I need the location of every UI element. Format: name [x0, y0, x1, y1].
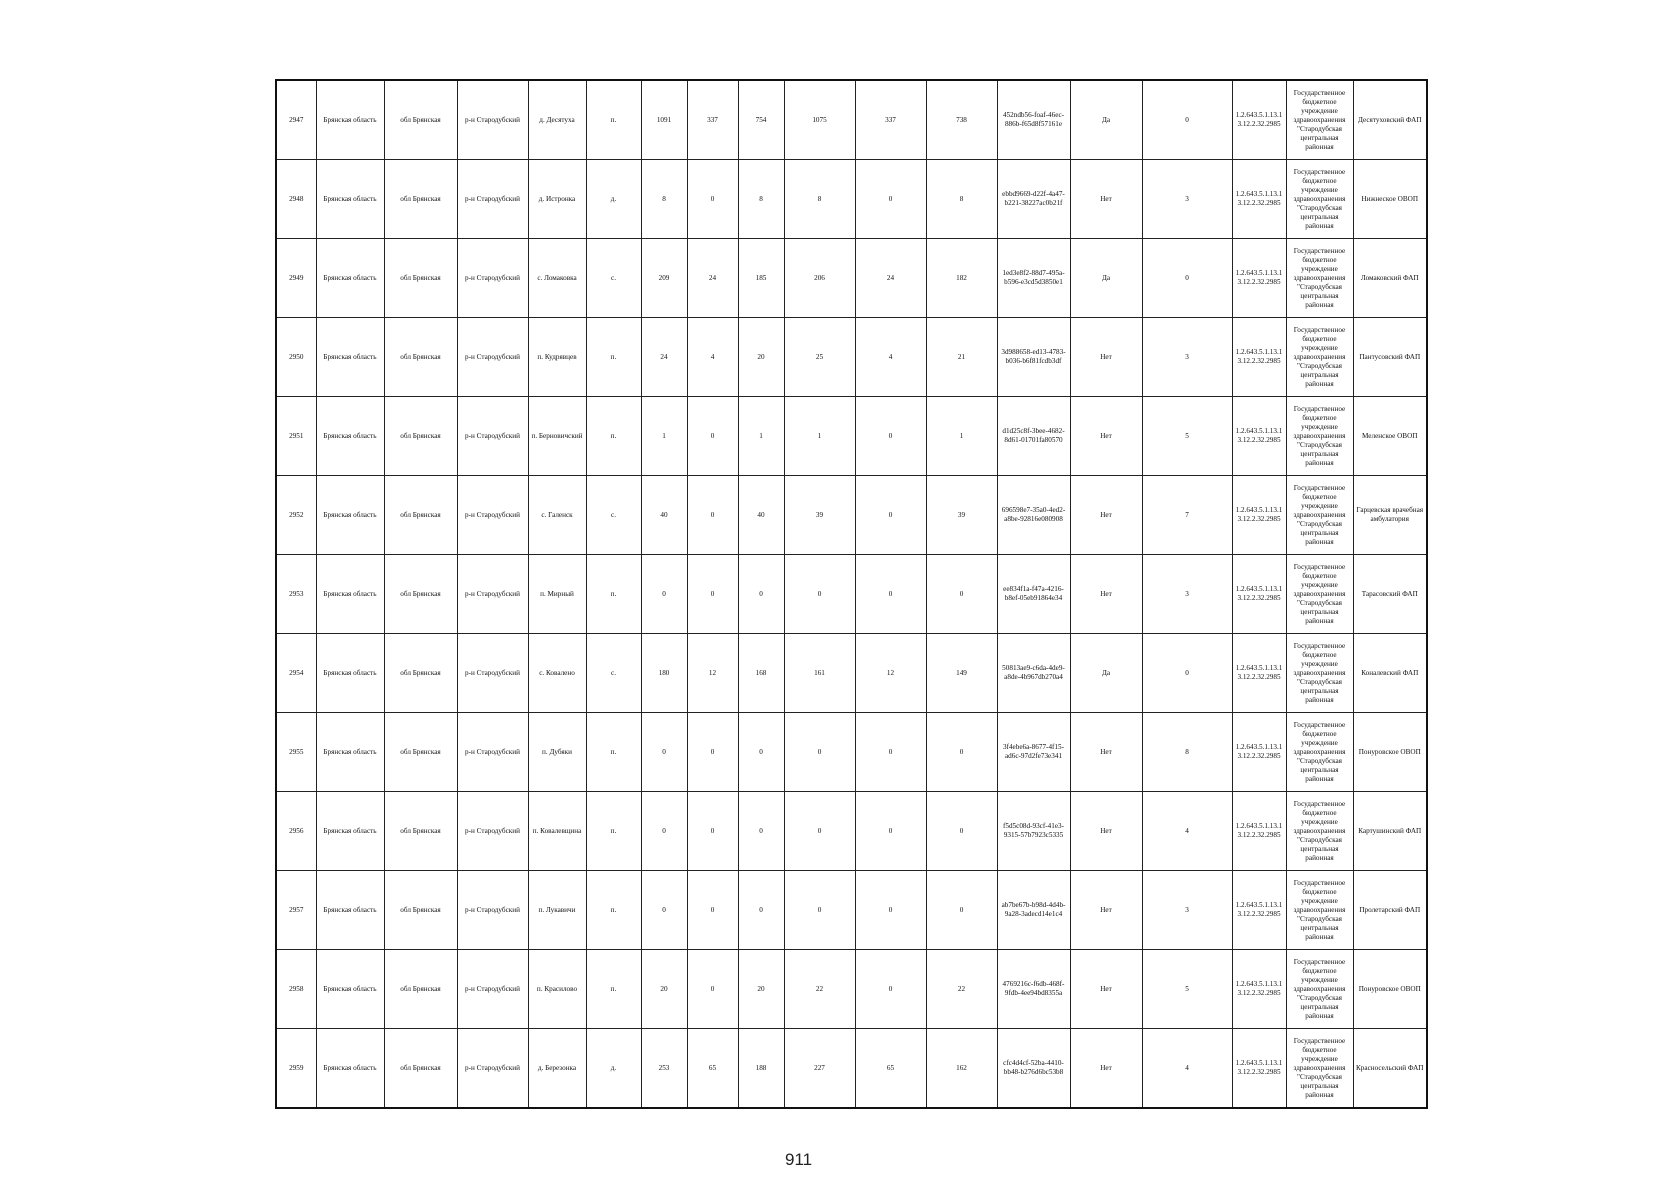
value-4-cell: 227: [784, 1029, 855, 1109]
value-5-cell: 0: [855, 950, 926, 1029]
value-5-cell: 0: [855, 792, 926, 871]
facility-cell: Гарцевская врачебная амбулатория: [1353, 476, 1427, 555]
value-2-cell: 337: [687, 80, 738, 160]
oid-cell: 1.2.643.5.1.13.13.12.2.32.2985: [1232, 397, 1286, 476]
region-cell: Брянская область: [316, 634, 384, 713]
value-1-cell: 253: [641, 1029, 687, 1109]
settlement-cell: д. Десятуха: [528, 80, 586, 160]
row-number-cell: 2954: [276, 634, 316, 713]
row-number-cell: 2953: [276, 555, 316, 634]
value-3-cell: 20: [738, 318, 784, 397]
settlement-cell: д. Истронка: [528, 160, 586, 239]
settlement-type-cell: с.: [586, 239, 641, 318]
settlement-cell: п. Мирный: [528, 555, 586, 634]
value-1-cell: 0: [641, 713, 687, 792]
value-6-cell: 8: [926, 160, 997, 239]
value-4-cell: 22: [784, 950, 855, 1029]
value-4-cell: 1075: [784, 80, 855, 160]
flag-cell: Нет: [1070, 555, 1142, 634]
fias-guid-cell: 3f4ebe6a-8677-4f15-ad6c-97d2fe73e341: [997, 713, 1070, 792]
settlement-type-cell: п.: [586, 397, 641, 476]
value-1-cell: 0: [641, 555, 687, 634]
page-number: 911: [785, 1150, 813, 1169]
row-number-cell: 2951: [276, 397, 316, 476]
facility-cell: Десятуховский ФАП: [1353, 80, 1427, 160]
organization-cell: Государственное бюджетное учреждение здравоохранения "Стародубская центральная районная: [1286, 80, 1353, 160]
flag-cell: Нет: [1070, 476, 1142, 555]
value-1-cell: 20: [641, 950, 687, 1029]
organization-cell: Государственное бюджетное учреждение здравоохранения "Стародубская центральная районная: [1286, 792, 1353, 871]
district-cell: р-н Стародубский: [457, 950, 528, 1029]
value-3-cell: 188: [738, 1029, 784, 1109]
value-2-cell: 0: [687, 950, 738, 1029]
count-cell: 0: [1142, 80, 1232, 160]
region-cell: Брянская область: [316, 160, 384, 239]
district-cell: р-н Стародубский: [457, 1029, 528, 1109]
value-5-cell: 0: [855, 160, 926, 239]
table-row: [276, 1029, 1427, 1109]
table-row: [276, 555, 1427, 634]
settlement-cell: с. Ломаковка: [528, 239, 586, 318]
value-6-cell: 1: [926, 397, 997, 476]
oid-cell: 1.2.643.5.1.13.13.12.2.32.2985: [1232, 713, 1286, 792]
value-3-cell: 1: [738, 397, 784, 476]
flag-cell: Нет: [1070, 950, 1142, 1029]
district-cell: р-н Стародубский: [457, 792, 528, 871]
table-row: [276, 792, 1427, 871]
oid-cell: 1.2.643.5.1.13.13.12.2.32.2985: [1232, 318, 1286, 397]
oblast-cell: обл Брянская: [384, 1029, 457, 1109]
value-4-cell: 1: [784, 397, 855, 476]
oid-cell: 1.2.643.5.1.13.13.12.2.32.2985: [1232, 1029, 1286, 1109]
table-row: [276, 871, 1427, 950]
oid-cell: 1.2.643.5.1.13.13.12.2.32.2985: [1232, 792, 1286, 871]
oblast-cell: обл Брянская: [384, 160, 457, 239]
table-row: [276, 318, 1427, 397]
district-cell: р-н Стародубский: [457, 318, 528, 397]
value-2-cell: 12: [687, 634, 738, 713]
settlement-type-cell: с.: [586, 476, 641, 555]
table-row: [276, 239, 1427, 318]
organization-cell: Государственное бюджетное учреждение здравоохранения "Стародубская центральная районная: [1286, 397, 1353, 476]
value-3-cell: 20: [738, 950, 784, 1029]
count-cell: 7: [1142, 476, 1232, 555]
oid-cell: 1.2.643.5.1.13.13.12.2.32.2985: [1232, 634, 1286, 713]
flag-cell: Да: [1070, 239, 1142, 318]
value-4-cell: 39: [784, 476, 855, 555]
value-1-cell: 0: [641, 871, 687, 950]
settlement-cell: п. Лукавичи: [528, 871, 586, 950]
region-cell: Брянская область: [316, 792, 384, 871]
value-6-cell: 149: [926, 634, 997, 713]
fias-guid-cell: d1d25c8f-3bee-4682-8d61-01701fa80570: [997, 397, 1070, 476]
value-2-cell: 24: [687, 239, 738, 318]
table-row: [276, 476, 1427, 555]
fias-guid-cell: ee834f1a-f47a-4216-b8ef-05eb91864e34: [997, 555, 1070, 634]
count-cell: 8: [1142, 713, 1232, 792]
oid-cell: 1.2.643.5.1.13.13.12.2.32.2985: [1232, 239, 1286, 318]
value-2-cell: 0: [687, 555, 738, 634]
settlement-type-cell: п.: [586, 950, 641, 1029]
facility-cell: Картушинский ФАП: [1353, 792, 1427, 871]
organization-cell: Государственное бюджетное учреждение здравоохранения "Стародубская центральная районная: [1286, 713, 1353, 792]
value-6-cell: 0: [926, 792, 997, 871]
value-5-cell: 0: [855, 871, 926, 950]
facility-cell: Понуровское ОВОП: [1353, 950, 1427, 1029]
value-5-cell: 0: [855, 713, 926, 792]
value-6-cell: 0: [926, 713, 997, 792]
count-cell: 4: [1142, 1029, 1232, 1109]
district-cell: р-н Стародубский: [457, 80, 528, 160]
flag-cell: Да: [1070, 80, 1142, 160]
value-2-cell: 0: [687, 476, 738, 555]
fias-guid-cell: ebbd9669-d22f-4a47-b221-38227ac0b21f: [997, 160, 1070, 239]
region-cell: Брянская область: [316, 713, 384, 792]
organization-cell: Государственное бюджетное учреждение здравоохранения "Стародубская центральная районная: [1286, 1029, 1353, 1109]
fias-guid-cell: 696598e7-35a0-4ed2-a8be-92816e080908: [997, 476, 1070, 555]
value-5-cell: 0: [855, 476, 926, 555]
value-6-cell: 22: [926, 950, 997, 1029]
table-row: [276, 80, 1427, 160]
organization-cell: Государственное бюджетное учреждение здравоохранения "Стародубская центральная районная: [1286, 634, 1353, 713]
settlement-cell: п. Берновичский: [528, 397, 586, 476]
facility-cell: Пантусовский ФАП: [1353, 318, 1427, 397]
count-cell: 5: [1142, 397, 1232, 476]
value-6-cell: 39: [926, 476, 997, 555]
value-4-cell: 0: [784, 713, 855, 792]
settlement-type-cell: д.: [586, 1029, 641, 1109]
count-cell: 3: [1142, 555, 1232, 634]
flag-cell: Нет: [1070, 871, 1142, 950]
value-4-cell: 0: [784, 871, 855, 950]
settlement-type-cell: п.: [586, 80, 641, 160]
value-4-cell: 0: [784, 792, 855, 871]
settlement-type-cell: д.: [586, 160, 641, 239]
value-3-cell: 0: [738, 871, 784, 950]
region-cell: Брянская область: [316, 950, 384, 1029]
flag-cell: Нет: [1070, 318, 1142, 397]
oblast-cell: обл Брянская: [384, 792, 457, 871]
flag-cell: Нет: [1070, 160, 1142, 239]
flag-cell: Да: [1070, 634, 1142, 713]
settlement-cell: п. Дубяки: [528, 713, 586, 792]
value-1-cell: 1091: [641, 80, 687, 160]
district-cell: р-н Стародубский: [457, 713, 528, 792]
district-cell: р-н Стародубский: [457, 239, 528, 318]
settlement-type-cell: п.: [586, 555, 641, 634]
count-cell: 0: [1142, 239, 1232, 318]
value-6-cell: 738: [926, 80, 997, 160]
value-2-cell: 65: [687, 1029, 738, 1109]
region-cell: Брянская область: [316, 871, 384, 950]
region-cell: Брянская область: [316, 239, 384, 318]
facility-cell: Меленское ОВОП: [1353, 397, 1427, 476]
oblast-cell: обл Брянская: [384, 871, 457, 950]
organization-cell: Государственное бюджетное учреждение здравоохранения "Стародубская центральная районная: [1286, 160, 1353, 239]
oid-cell: 1.2.643.5.1.13.13.12.2.32.2985: [1232, 871, 1286, 950]
settlement-cell: п. Красилово: [528, 950, 586, 1029]
value-3-cell: 754: [738, 80, 784, 160]
value-4-cell: 25: [784, 318, 855, 397]
district-cell: р-н Стародубский: [457, 555, 528, 634]
settlement-type-cell: п.: [586, 713, 641, 792]
oblast-cell: обл Брянская: [384, 555, 457, 634]
value-5-cell: 0: [855, 397, 926, 476]
row-number-cell: 2950: [276, 318, 316, 397]
value-3-cell: 168: [738, 634, 784, 713]
settlement-type-cell: п.: [586, 792, 641, 871]
organization-cell: Государственное бюджетное учреждение здравоохранения "Стародубская центральная районная: [1286, 239, 1353, 318]
organization-cell: Государственное бюджетное учреждение здравоохранения "Стародубская центральная районная: [1286, 555, 1353, 634]
row-number-cell: 2948: [276, 160, 316, 239]
district-cell: р-н Стародубский: [457, 397, 528, 476]
value-2-cell: 0: [687, 160, 738, 239]
value-4-cell: 0: [784, 555, 855, 634]
fias-guid-cell: 1ed3e8f2-88d7-495a-b596-e3cd5d3850e1: [997, 239, 1070, 318]
fias-guid-cell: 50813ae9-c6da-4de9-a8de-4b967db270a4: [997, 634, 1070, 713]
settlement-type-cell: п.: [586, 318, 641, 397]
organization-cell: Государственное бюджетное учреждение здравоохранения "Стародубская центральная районная: [1286, 950, 1353, 1029]
value-2-cell: 4: [687, 318, 738, 397]
fias-guid-cell: cfc4d4cf-52ba-4410-bb48-b276d6bc53b8: [997, 1029, 1070, 1109]
fias-guid-cell: 452ndb56-foaf-46ec-886b-f65d8f57161e: [997, 80, 1070, 160]
value-3-cell: 40: [738, 476, 784, 555]
region-cell: Брянская область: [316, 397, 384, 476]
value-2-cell: 0: [687, 713, 738, 792]
region-cell: Брянская область: [316, 476, 384, 555]
fias-guid-cell: 4769216c-f6db-468f-9fdb-4ee94bd8355a: [997, 950, 1070, 1029]
value-5-cell: 4: [855, 318, 926, 397]
oblast-cell: обл Брянская: [384, 239, 457, 318]
value-3-cell: 0: [738, 792, 784, 871]
value-2-cell: 0: [687, 792, 738, 871]
value-1-cell: 40: [641, 476, 687, 555]
value-4-cell: 8: [784, 160, 855, 239]
oblast-cell: обл Брянская: [384, 634, 457, 713]
row-number-cell: 2959: [276, 1029, 316, 1109]
district-cell: р-н Стародубский: [457, 871, 528, 950]
row-number-cell: 2952: [276, 476, 316, 555]
value-6-cell: 162: [926, 1029, 997, 1109]
settlement-cell: д. Березонка: [528, 1029, 586, 1109]
value-6-cell: 0: [926, 871, 997, 950]
oblast-cell: обл Брянская: [384, 80, 457, 160]
oblast-cell: обл Брянская: [384, 713, 457, 792]
settlement-type-cell: п.: [586, 871, 641, 950]
document-sheet: [275, 79, 1426, 1109]
oblast-cell: обл Брянская: [384, 476, 457, 555]
district-cell: р-н Стародубский: [457, 634, 528, 713]
region-cell: Брянская область: [316, 318, 384, 397]
value-5-cell: 24: [855, 239, 926, 318]
value-2-cell: 0: [687, 871, 738, 950]
oblast-cell: обл Брянская: [384, 950, 457, 1029]
oid-cell: 1.2.643.5.1.13.13.12.2.32.2985: [1232, 476, 1286, 555]
value-3-cell: 8: [738, 160, 784, 239]
facility-cell: Тарасовский ФАП: [1353, 555, 1427, 634]
oid-cell: 1.2.643.5.1.13.13.12.2.32.2985: [1232, 555, 1286, 634]
settlement-cell: с. Коваленo: [528, 634, 586, 713]
settlement-cell: с. Галенск: [528, 476, 586, 555]
flag-cell: Нет: [1070, 1029, 1142, 1109]
table-row: [276, 397, 1427, 476]
settlement-cell: п. Ковалевщина: [528, 792, 586, 871]
facility-cell: Понуровское ОВОП: [1353, 713, 1427, 792]
count-cell: 3: [1142, 871, 1232, 950]
settlement-cell: п. Кудрявцев: [528, 318, 586, 397]
value-5-cell: 0: [855, 555, 926, 634]
row-number-cell: 2947: [276, 80, 316, 160]
district-cell: р-н Стародубский: [457, 160, 528, 239]
settlement-type-cell: с.: [586, 634, 641, 713]
region-cell: Брянская область: [316, 1029, 384, 1109]
fias-guid-cell: f5d5c08d-93cf-41e3-9315-57b7923c5335: [997, 792, 1070, 871]
row-number-cell: 2957: [276, 871, 316, 950]
value-5-cell: 12: [855, 634, 926, 713]
value-2-cell: 0: [687, 397, 738, 476]
count-cell: 3: [1142, 318, 1232, 397]
value-4-cell: 206: [784, 239, 855, 318]
district-cell: р-н Стародубский: [457, 476, 528, 555]
settlements-table: [275, 79, 1428, 1109]
value-1-cell: 1: [641, 397, 687, 476]
value-6-cell: 182: [926, 239, 997, 318]
facility-cell: Нижнеское ОВОП: [1353, 160, 1427, 239]
oid-cell: 1.2.643.5.1.13.13.12.2.32.2985: [1232, 950, 1286, 1029]
value-3-cell: 185: [738, 239, 784, 318]
table-row: [276, 634, 1427, 713]
value-5-cell: 65: [855, 1029, 926, 1109]
facility-cell: Коналевский ФАП: [1353, 634, 1427, 713]
value-1-cell: 0: [641, 792, 687, 871]
value-4-cell: 161: [784, 634, 855, 713]
value-6-cell: 21: [926, 318, 997, 397]
organization-cell: Государственное бюджетное учреждение здравоохранения "Стародубская центральная районная: [1286, 871, 1353, 950]
row-number-cell: 2958: [276, 950, 316, 1029]
row-number-cell: 2949: [276, 239, 316, 318]
value-1-cell: 209: [641, 239, 687, 318]
count-cell: 5: [1142, 950, 1232, 1029]
organization-cell: Государственное бюджетное учреждение здравоохранения "Стародубская центральная районная: [1286, 476, 1353, 555]
value-1-cell: 24: [641, 318, 687, 397]
fias-guid-cell: ab7be67b-b98d-4d4b-9a28-3adecd14e1c4: [997, 871, 1070, 950]
value-5-cell: 337: [855, 80, 926, 160]
flag-cell: Нет: [1070, 397, 1142, 476]
value-1-cell: 180: [641, 634, 687, 713]
table-row: [276, 160, 1427, 239]
region-cell: Брянская область: [316, 80, 384, 160]
table-row: [276, 950, 1427, 1029]
table-row: [276, 713, 1427, 792]
count-cell: 0: [1142, 634, 1232, 713]
count-cell: 3: [1142, 160, 1232, 239]
value-3-cell: 0: [738, 555, 784, 634]
facility-cell: Пролетарский ФАП: [1353, 871, 1427, 950]
facility-cell: Красносельский ФАП: [1353, 1029, 1427, 1109]
table-body: [276, 80, 1427, 1108]
region-cell: Брянская область: [316, 555, 384, 634]
flag-cell: Нет: [1070, 713, 1142, 792]
oid-cell: 1.2.643.5.1.13.13.12.2.32.2985: [1232, 80, 1286, 160]
facility-cell: Ломаковский ФАП: [1353, 239, 1427, 318]
value-1-cell: 8: [641, 160, 687, 239]
oblast-cell: обл Брянская: [384, 397, 457, 476]
value-6-cell: 0: [926, 555, 997, 634]
fias-guid-cell: 3d988658-ed13-4783-b036-b6f81fcdb3df: [997, 318, 1070, 397]
flag-cell: Нет: [1070, 792, 1142, 871]
row-number-cell: 2956: [276, 792, 316, 871]
count-cell: 4: [1142, 792, 1232, 871]
row-number-cell: 2955: [276, 713, 316, 792]
organization-cell: Государственное бюджетное учреждение здравоохранения "Стародубская центральная районная: [1286, 318, 1353, 397]
value-3-cell: 0: [738, 713, 784, 792]
oid-cell: 1.2.643.5.1.13.13.12.2.32.2985: [1232, 160, 1286, 239]
oblast-cell: обл Брянская: [384, 318, 457, 397]
